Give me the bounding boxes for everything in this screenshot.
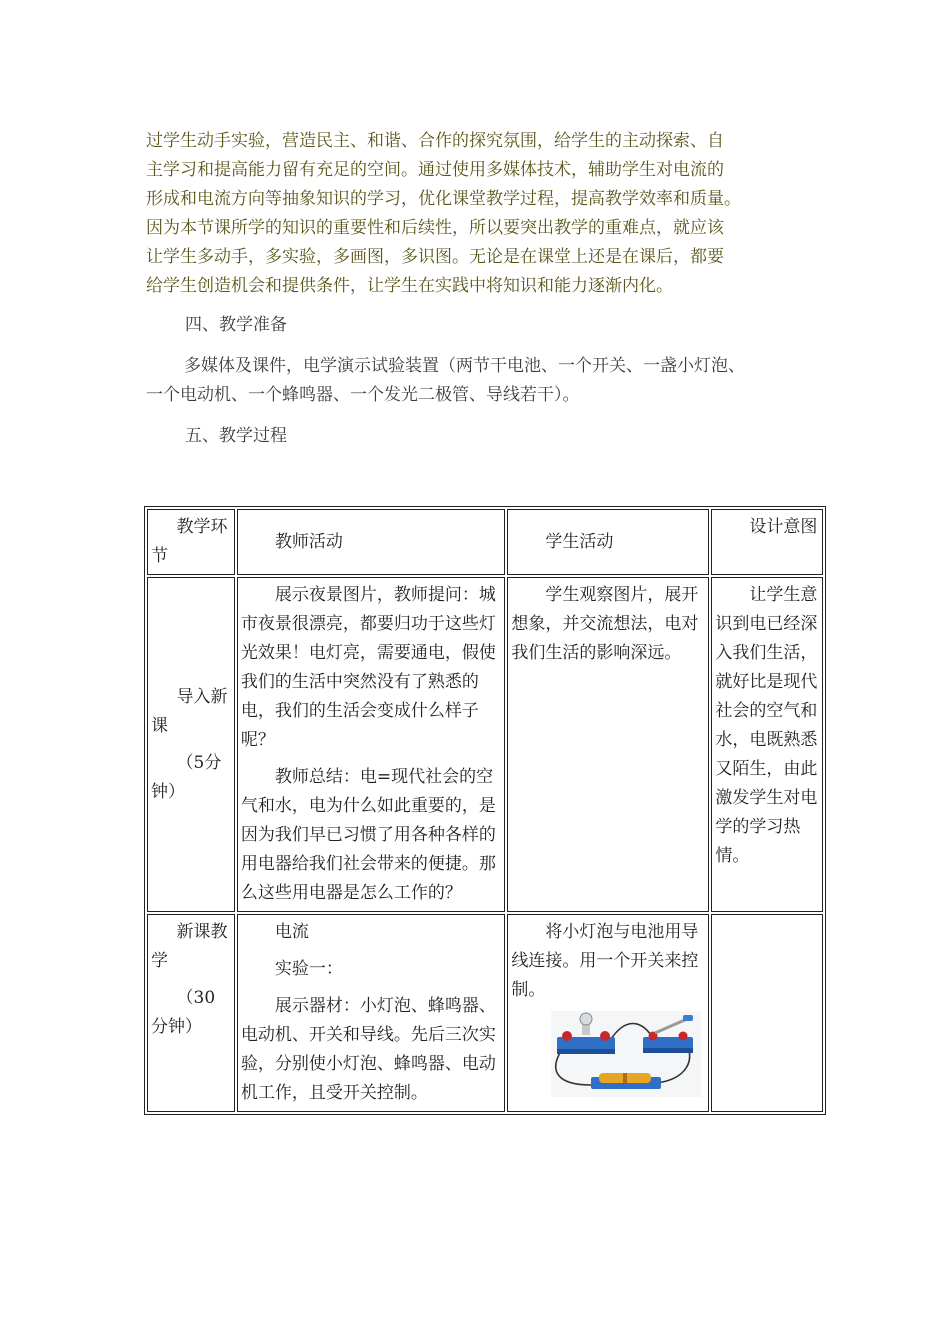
teacher-activity-text: 展示夜景图片，教师提问：城市夜景很漂亮，都要归功于这些灯光效果！电灯亮，需要通电，假使我们的生活中突然没有了熟悉的电，我们的生活会变成什么样子呢？: [240, 585, 496, 750]
stage-cell: [147, 577, 235, 912]
section-heading-preparation: 四、教学准备: [185, 315, 287, 335]
stage-label: 新课教学: [151, 922, 228, 971]
preparation-line: 多媒体及课件，电学演示试验装置（两节干电池、一个开关、一盏小灯泡、: [184, 356, 745, 376]
intro-line: 过学生动手实验，营造民主、和谐、合作的探究氛围，给学生的主动探索、自: [146, 131, 724, 151]
teacher-activity-text: 电流: [274, 922, 309, 942]
teacher-activity-text: 展示器材：小灯泡、蜂鸣器、电动机、开关和导线。先后三次实验，分别使小灯泡、蜂鸣器、电动机工作，且受开关控制。: [240, 996, 496, 1103]
stage-time: （5分钟）: [151, 752, 222, 802]
table-row: [147, 577, 823, 912]
table-header-row: [147, 509, 823, 575]
intro-line: 让学生多动手，多实验，多画图，多识图。无论是在课堂上还是在课后，都要: [146, 247, 724, 267]
design-intent-text: 让学生意识到电已经深入我们生活，就好比是现代社会的空气和水，电既熟悉又陌生，由此激发学生对电学的学习热情。: [715, 585, 818, 866]
header-teacher-label: 教师活动: [274, 531, 343, 552]
table-row: [147, 914, 823, 1112]
student-activity-cell: [507, 577, 709, 912]
teacher-activity-text: 实验一：: [274, 959, 343, 979]
intro-line: 主学习和提高能力留有充足的空间。通过使用多媒体技术，辅助学生对电流的: [146, 160, 724, 180]
intro-line: 形成和电流方向等抽象知识的学习，优化课堂教学过程，提高教学效率和质量。: [146, 189, 741, 209]
design-intent-cell: [711, 914, 823, 1112]
section-heading-process: 五、教学过程: [185, 426, 287, 446]
intro-line: 给学生创造机会和提供条件，让学生在实践中将知识和能力逐渐内化。: [146, 276, 673, 296]
preparation-line: 一个电动机、一个蜂鸣器、一个发光二极管、导线若干）。: [146, 385, 580, 405]
teacher-activity-cell: [237, 914, 506, 1112]
header-stage-label: 教学环节: [151, 517, 228, 566]
teacher-activity-text: 教师总结：电=现代社会的空气和水，电为什么如此重要的，是因为我们早已习惯了用各种各样的用电器给我们社会带来的便捷。那么这些用电器是怎么工作的？: [240, 767, 496, 903]
header-intent: [711, 509, 823, 575]
intro-paragraph: [146, 127, 814, 301]
preparation-paragraph: [146, 352, 814, 410]
stage-cell: [147, 914, 235, 1112]
teaching-process-table: [144, 506, 826, 1115]
intro-line: 因为本节课所学的知识的重要性和后续性，所以要突出教学的重难点，就应该: [146, 218, 724, 238]
header-stage: [147, 509, 235, 575]
header-student: [507, 509, 709, 575]
stage-label: 导入新课: [151, 686, 228, 736]
header-intent-label: 设计意图: [749, 517, 818, 537]
student-activity-cell: [507, 914, 709, 1112]
header-student-label: 学生活动: [545, 531, 614, 552]
design-intent-cell: [711, 577, 823, 912]
stage-time: （30分钟）: [151, 988, 216, 1037]
header-teacher: [237, 509, 506, 575]
student-activity-text: 学生观察图片，展开想象，并交流想法，电对我们生活的影响深远。: [511, 585, 699, 663]
circuit-apparatus-image: [551, 1011, 701, 1097]
teacher-activity-cell: [237, 577, 506, 912]
student-activity-text: 将小灯泡与电池用导线连接。用一个开关来控制。: [511, 922, 699, 1000]
